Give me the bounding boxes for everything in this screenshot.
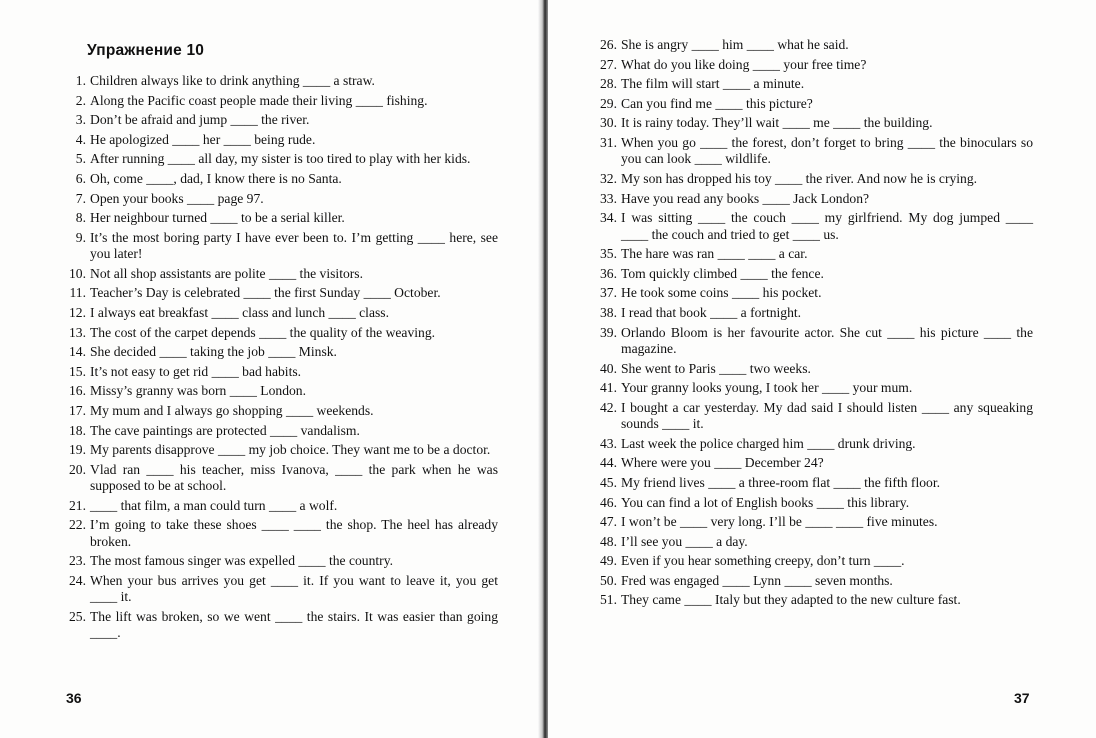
item-number: 13. <box>69 324 86 340</box>
item-number: 12. <box>69 304 86 320</box>
item-sentence: Vlad ran ____ his teacher, miss Ivanova, ____ the park when he was supposed to be at school. <box>90 461 498 494</box>
exercise-list-right <box>593 37 1033 612</box>
item-number: 49. <box>600 553 617 569</box>
item-sentence: Not all shop assistants are polite ____ the visitors. <box>90 265 363 281</box>
exercise-item <box>62 344 498 360</box>
item-number: 36. <box>600 265 617 281</box>
item-number: 34. <box>600 210 617 226</box>
exercise-item <box>593 135 1033 168</box>
item-number: 3. <box>75 112 86 128</box>
exercise-item <box>593 171 1033 187</box>
exercise-item <box>593 361 1033 377</box>
item-sentence: Teacher’s Day is celebrated ____ the first Sunday ____ October. <box>90 285 441 301</box>
item-number: 4. <box>75 131 86 147</box>
item-number: 38. <box>600 304 617 320</box>
item-sentence: Orlando Bloom is her favourite actor. She cut ____ his picture ____ the magazine. <box>621 324 1033 356</box>
item-number: 10. <box>69 265 86 281</box>
page-number-left: 36 <box>66 690 82 706</box>
item-sentence: I read that book ____ a fortnight. <box>621 304 802 320</box>
item-number: 6. <box>75 170 86 186</box>
item-sentence: Even if you hear something creepy, don’t turn ____. <box>621 553 905 569</box>
item-sentence: It’s not easy to get rid ____ bad habits. <box>90 363 302 379</box>
item-number: 22. <box>69 517 86 533</box>
exercise-item <box>593 380 1033 396</box>
exercise-item <box>62 573 498 606</box>
exercise-item <box>593 115 1033 131</box>
exercise-item <box>593 514 1033 530</box>
item-sentence: The lift was broken, so we went ____ the stairs. It was easier than going ____. <box>90 608 498 641</box>
item-sentence: It’s the most boring party I have ever been to. I’m getting ____ here, see you later! <box>90 229 498 262</box>
item-sentence: I was sitting ____ the couch ____ my girlfriend. My dog jumped ____ ____ the couch and tried to get ____ us. <box>621 210 1033 242</box>
exercise-item <box>593 210 1033 243</box>
item-sentence: Can you find me ____ this picture? <box>621 95 813 111</box>
exercise-item <box>593 285 1033 301</box>
item-sentence: She went to Paris ____ two weeks. <box>621 360 811 376</box>
item-number: 42. <box>600 399 617 415</box>
exercise-item <box>62 151 498 167</box>
item-number: 48. <box>600 533 617 549</box>
exercise-item <box>62 93 498 109</box>
item-number: 47. <box>600 514 617 530</box>
item-number: 18. <box>69 422 86 438</box>
exercise-item <box>62 266 498 282</box>
item-number: 30. <box>600 115 617 131</box>
item-number: 44. <box>600 455 617 471</box>
item-sentence: She decided ____ taking the job ____ Minsk. <box>90 344 337 360</box>
item-number: 27. <box>600 56 617 72</box>
item-sentence: My parents disapprove ____ my job choice. They want me to be a doctor. <box>90 442 491 458</box>
item-sentence: Tom quickly climbed ____ the fence. <box>621 265 824 281</box>
item-number: 46. <box>600 494 617 510</box>
item-sentence: Along the Pacific coast people made their living ____ fishing. <box>90 92 428 108</box>
exercise-item <box>62 383 498 399</box>
exercise-item <box>62 230 498 263</box>
item-number: 5. <box>75 151 86 167</box>
right-page <box>548 0 1096 738</box>
exercise-item <box>593 573 1033 589</box>
item-number: 21. <box>69 497 86 513</box>
exercise-item <box>62 73 498 89</box>
exercise-item <box>62 442 498 458</box>
item-number: 7. <box>75 190 86 206</box>
item-sentence: She is angry ____ him ____ what he said. <box>621 37 849 52</box>
exercise-item <box>593 57 1033 73</box>
item-sentence: I’ll see you ____ a day. <box>621 533 748 549</box>
exercise-list-left <box>62 73 498 645</box>
exercise-item <box>62 364 498 380</box>
item-number: 28. <box>600 76 617 92</box>
item-number: 14. <box>69 344 86 360</box>
item-sentence: When you go ____ the forest, don’t forget to bring ____ the binoculars so you can look ____ wildlife. <box>621 134 1033 167</box>
exercise-item <box>62 609 498 642</box>
item-number: 2. <box>75 92 86 108</box>
item-sentence: Don’t be afraid and jump ____ the river. <box>90 112 310 128</box>
exercise-item <box>62 285 498 301</box>
exercise-item <box>593 325 1033 358</box>
exercise-item <box>62 423 498 439</box>
item-sentence: What do you like doing ____ your free time? <box>621 56 867 72</box>
exercise-item <box>593 37 1033 53</box>
item-number: 41. <box>600 380 617 396</box>
item-number: 43. <box>600 435 617 451</box>
item-number: 8. <box>75 210 86 226</box>
exercise-item <box>593 76 1033 92</box>
item-number: 29. <box>600 95 617 111</box>
exercise-item <box>593 455 1033 471</box>
item-number: 50. <box>600 572 617 588</box>
item-sentence: He took some coins ____ his pocket. <box>621 285 822 301</box>
exercise-item <box>593 475 1033 491</box>
item-number: 33. <box>600 190 617 206</box>
item-number: 26. <box>600 37 617 52</box>
item-number: 39. <box>600 324 617 340</box>
item-sentence: Last week the police charged him ____ drunk driving. <box>621 435 916 451</box>
exercise-item <box>62 517 498 550</box>
item-sentence: I’m going to take these shoes ____ ____ the shop. The heel has already broken. <box>90 517 498 549</box>
item-sentence: Fred was engaged ____ Lynn ____ seven months. <box>621 572 893 588</box>
exercise-heading: Упражнение 10 <box>87 42 205 59</box>
item-number: 15. <box>69 363 86 379</box>
item-sentence: The cave paintings are protected ____ vandalism. <box>90 422 360 438</box>
item-sentence: Missy’s granny was born ____ London. <box>90 383 306 399</box>
item-sentence: Children always like to drink anything ____ a straw. <box>90 73 375 88</box>
item-sentence: The film will start ____ a minute. <box>621 76 805 92</box>
item-sentence: Her neighbour turned ____ to be a serial killer. <box>90 210 345 226</box>
exercise-item <box>593 191 1033 207</box>
item-number: 23. <box>69 553 86 569</box>
exercise-item <box>593 436 1033 452</box>
left-page <box>0 0 544 738</box>
exercise-item <box>593 246 1033 262</box>
item-sentence: You can find a lot of English books ____ this library. <box>621 494 910 510</box>
item-sentence: When your bus arrives you get ____ it. If you want to leave it, you get ____ it. <box>90 572 498 605</box>
item-number: 31. <box>600 134 617 150</box>
exercise-item <box>62 462 498 495</box>
exercise-item <box>593 400 1033 433</box>
exercise-item <box>62 112 498 128</box>
item-sentence: The most famous singer was expelled ____ the country. <box>90 553 394 569</box>
item-sentence: Where were you ____ December 24? <box>621 455 824 471</box>
exercise-item <box>62 325 498 341</box>
exercise-item <box>593 495 1033 511</box>
item-sentence: Your granny looks young, I took her ____ your mum. <box>621 380 913 396</box>
item-number: 17. <box>69 402 86 418</box>
item-sentence: The cost of the carpet depends ____ the quality of the weaving. <box>90 324 436 340</box>
exercise-item <box>62 305 498 321</box>
item-number: 51. <box>600 592 617 608</box>
item-sentence: Open your books ____ page 97. <box>90 190 264 206</box>
item-number: 37. <box>600 285 617 301</box>
exercise-item <box>62 191 498 207</box>
exercise-item <box>62 498 498 514</box>
exercise-item <box>62 553 498 569</box>
item-number: 24. <box>69 572 86 588</box>
item-number: 9. <box>75 229 86 245</box>
item-number: 20. <box>69 461 86 477</box>
item-number: 19. <box>69 442 86 458</box>
exercise-item <box>593 592 1033 608</box>
item-sentence: It is rainy today. They’ll wait ____ me ____ the building. <box>621 115 933 131</box>
item-sentence: The hare was ran ____ ____ a car. <box>621 246 808 262</box>
exercise-item <box>593 553 1033 569</box>
exercise-item <box>62 403 498 419</box>
item-sentence: Oh, come ____, dad, I know there is no Santa. <box>90 170 342 186</box>
item-number: 16. <box>69 383 86 399</box>
item-sentence: I always eat breakfast ____ class and lunch ____ class. <box>90 304 389 320</box>
item-number: 35. <box>600 246 617 262</box>
exercise-item <box>62 132 498 148</box>
item-number: 32. <box>600 170 617 186</box>
item-sentence: I bought a car yesterday. My dad said I should listen ____ any squeaking sounds ____ it. <box>621 399 1033 432</box>
exercise-item <box>593 305 1033 321</box>
exercise-item <box>593 96 1033 112</box>
item-sentence: My son has dropped his toy ____ the river. And now he is crying. <box>621 170 978 186</box>
item-number: 1. <box>75 73 86 88</box>
exercise-item <box>62 171 498 187</box>
item-sentence: I won’t be ____ very long. I’ll be ____ ____ five minutes. <box>621 514 938 530</box>
item-sentence: After running ____ all day, my sister is too tired to play with her kids. <box>90 151 471 167</box>
item-sentence: He apologized ____ her ____ being rude. <box>90 131 316 147</box>
item-sentence: Have you read any books ____ Jack London? <box>621 190 870 206</box>
exercise-item <box>62 210 498 226</box>
exercise-item <box>593 266 1033 282</box>
item-number: 45. <box>600 474 617 490</box>
page-number-right: 37 <box>1014 690 1030 706</box>
exercise-item <box>593 534 1033 550</box>
item-number: 25. <box>69 608 86 624</box>
item-number: 40. <box>600 360 617 376</box>
item-sentence: My friend lives ____ a three-room flat ____ the fifth floor. <box>621 474 940 490</box>
item-number: 11. <box>69 285 86 301</box>
item-sentence: My mum and I always go shopping ____ weekends. <box>90 402 374 418</box>
item-sentence: ____ that film, a man could turn ____ a wolf. <box>90 497 338 513</box>
item-sentence: They came ____ Italy but they adapted to the new culture fast. <box>621 592 961 608</box>
